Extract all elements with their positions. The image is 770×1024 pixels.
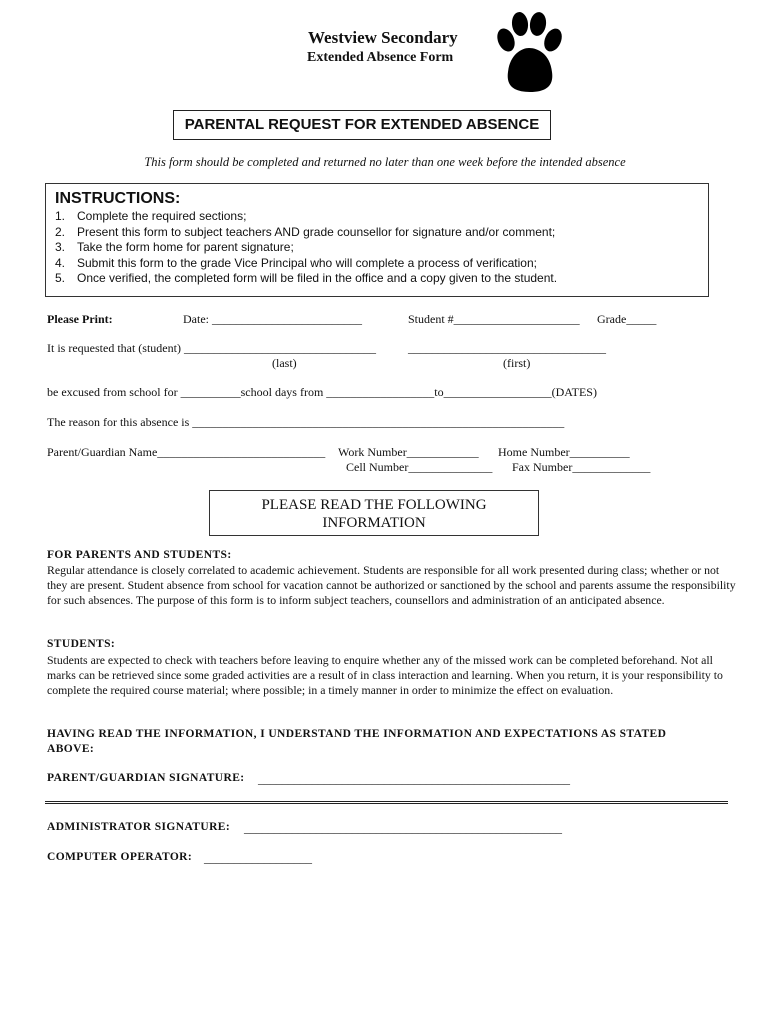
student-number-field[interactable]: Student #_____________________ xyxy=(408,312,580,326)
instructions-list xyxy=(55,209,557,287)
students-text: Students are expected to check with teachers before leaving to enquire whether any of the missed work can be completed beforehand. Not all marks can be retrieved since some graded activities are a result of in class interaction and learning. When you return, it is your responsibility to complete the required course material; where possible; in a timely manner in order to minimize the effect on evaluation. xyxy=(47,653,723,697)
deadline-note: This form should be completed and returned no later than one week before the intended absence xyxy=(144,155,626,169)
read-information-box xyxy=(209,490,539,536)
paw-print-logo xyxy=(492,10,566,96)
administrator-signature-label: ADMINISTRATOR SIGNATURE: xyxy=(47,821,231,833)
absence-reason-field[interactable]: The reason for this absence is ______________________________________________________________ xyxy=(47,415,565,429)
computer-operator-field[interactable]: __________________ xyxy=(204,851,312,865)
instruction-item: 1. Complete the required sections; xyxy=(55,209,247,223)
parent-signature-label: PARENT/GUARDIAN SIGNATURE: xyxy=(47,772,245,784)
instruction-item: 4. Submit this form to the grade Vice Principal who will complete a process of verification; xyxy=(55,255,537,270)
instructions-box xyxy=(45,183,709,297)
date-field[interactable]: Date: _________________________ xyxy=(183,312,362,326)
please-print-label: Please Print: xyxy=(47,312,113,326)
parent-name-field[interactable]: Parent/Guardian Name____________________________ xyxy=(47,445,326,459)
administrator-signature-field[interactable]: _____________________________________________________ xyxy=(244,821,562,835)
grade-field[interactable]: Grade_____ xyxy=(597,312,657,326)
instructions-title: INSTRUCTIONS: xyxy=(55,190,181,207)
fax-number-field[interactable]: Fax Number_____________ xyxy=(512,460,651,474)
home-number-field[interactable]: Home Number__________ xyxy=(498,445,630,459)
instruction-item: 2. Present this form to subject teachers AND grade counsellor for signature and/or comment; xyxy=(55,224,556,239)
school-name: Westview Secondary xyxy=(308,28,458,47)
parents-students-text: Regular attendance is closely correlated to academic achievement. Students are responsible for all work presented during class; whether or not they are present. Student absence from school for vacation cannot be authorized or sanctioned by the school and parents assume the responsibility for such absences. The purpose of this form is to inform subject teachers, counsellors and administration of an anticipated absence. xyxy=(47,563,736,607)
students-heading: STUDENTS: xyxy=(47,638,116,650)
student-first-name-field[interactable]: _________________________________ xyxy=(408,341,606,355)
info-box-line2: INFORMATION xyxy=(322,515,426,531)
first-name-label: (first) xyxy=(503,356,531,370)
parent-signature-field[interactable]: ____________________________________________________ xyxy=(258,772,570,786)
last-name-label: (last) xyxy=(272,356,297,370)
computer-operator-label: COMPUTER OPERATOR: xyxy=(47,851,193,863)
request-title-box: PARENTAL REQUEST FOR EXTENDED ABSENCE xyxy=(173,110,551,140)
absence-dates-field[interactable]: be excused from school for __________school days from __________________to__________________(DATES) xyxy=(47,385,597,399)
acknowledgement-text: HAVING READ THE INFORMATION, I UNDERSTAND THE INFORMATION AND EXPECTATIONS AS STATED ABOVE: xyxy=(47,728,667,755)
work-number-field[interactable]: Work Number____________ xyxy=(338,445,479,459)
instruction-item: 5. Once verified, the completed form will be filed in the office and a copy given to the student. xyxy=(55,271,558,285)
instruction-item: 3. Take the form home for parent signature; xyxy=(55,240,294,254)
student-last-name-field[interactable]: It is requested that (student) ________________________________ xyxy=(47,341,376,355)
cell-number-field[interactable]: Cell Number______________ xyxy=(346,460,493,474)
info-box-line1: PLEASE READ THE FOLLOWING xyxy=(261,497,487,513)
parents-students-heading: FOR PARENTS AND STUDENTS: xyxy=(47,549,232,561)
section-divider xyxy=(45,801,728,804)
form-name: Extended Absence Form xyxy=(307,50,454,65)
